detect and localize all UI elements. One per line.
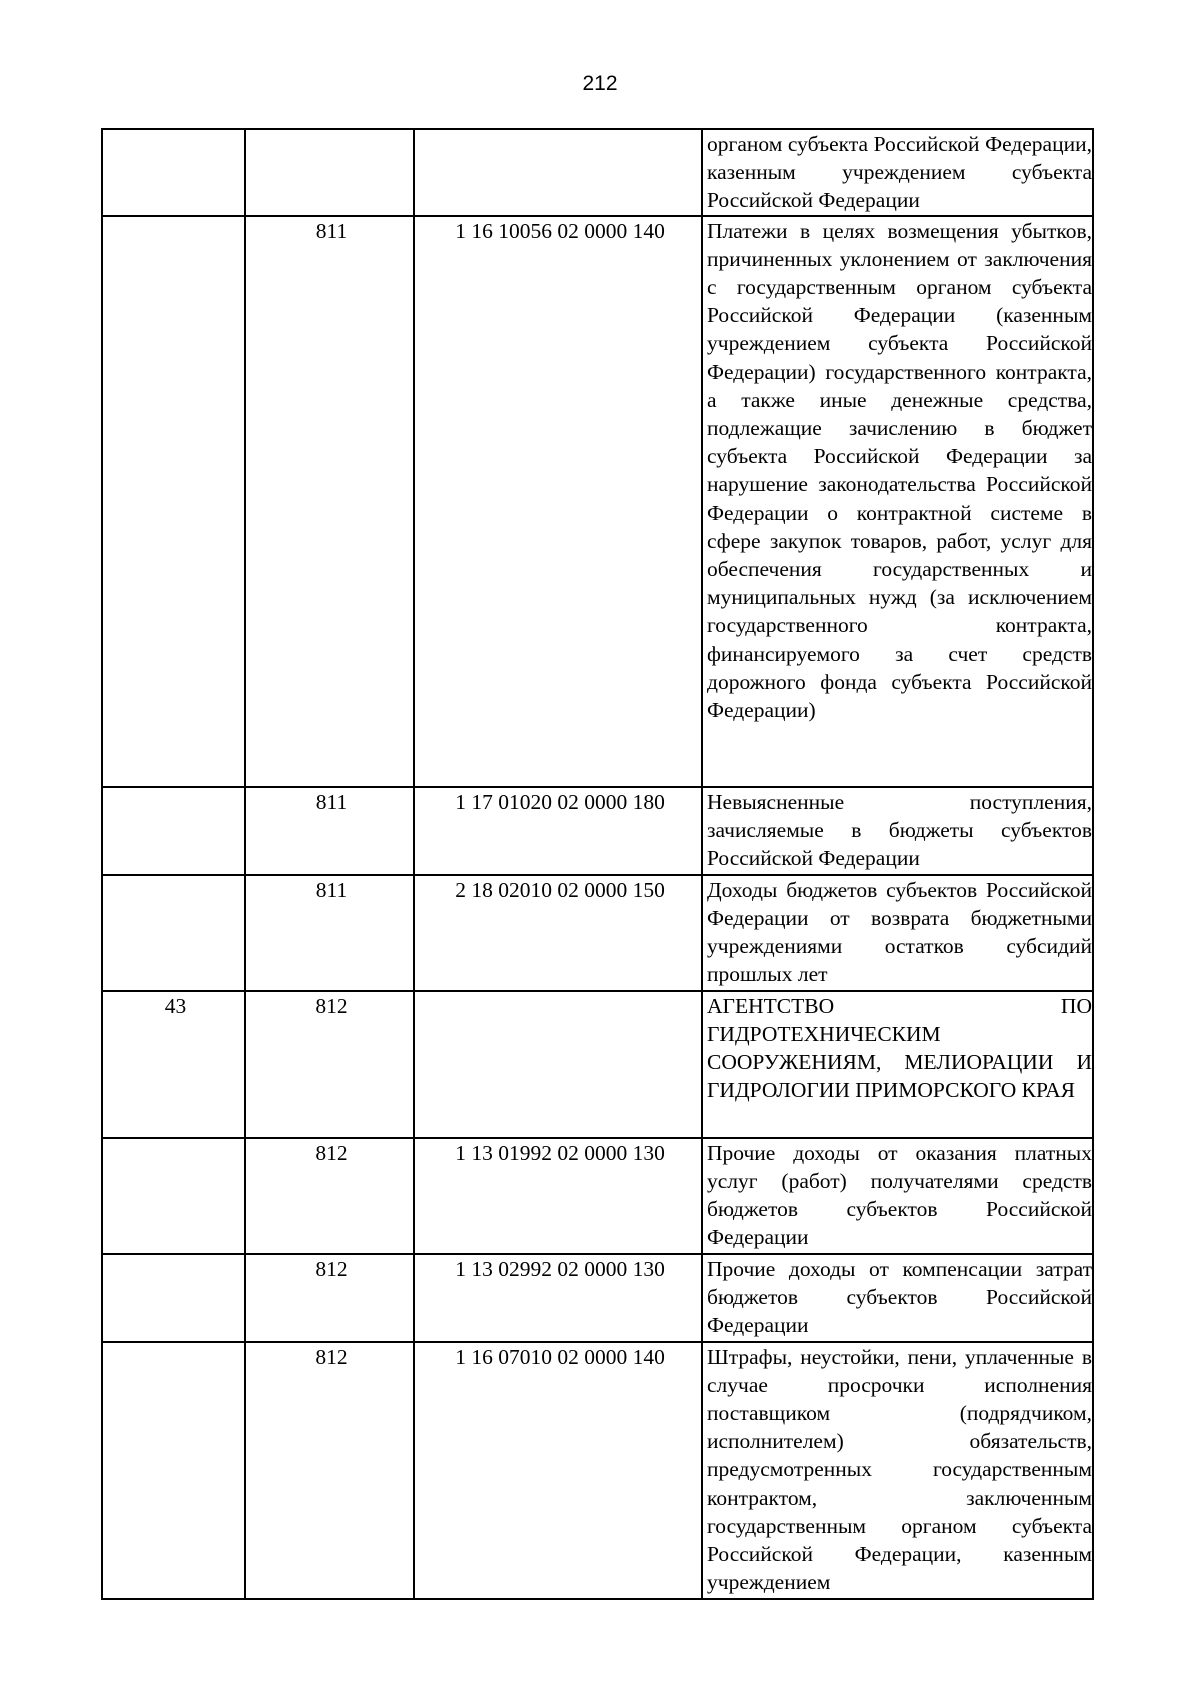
budget-code: 1 13 02992 02 0000 130	[414, 1254, 702, 1342]
revenue-description: Доходы бюджетов субъектов Российской Федерации от возврата бюджетными учреждениями остатков субсидий прошлых лет	[702, 875, 1093, 991]
admin-code: 811	[245, 216, 414, 787]
budget-code: 1 16 10056 02 0000 140	[414, 216, 702, 787]
table-row	[102, 216, 1093, 787]
revenue-description: органом субъекта Российской Федерации, казенным учреждением субъекта Российской Федерации	[702, 129, 1093, 216]
row-number	[102, 1342, 245, 1599]
page-number: 212	[582, 72, 618, 95]
revenue-description: Прочие доходы от компенсации затрат бюджетов субъектов Российской Федерации	[702, 1254, 1093, 1342]
admin-code: 812	[245, 991, 414, 1138]
admin-code: 812	[245, 1138, 414, 1254]
row-number	[102, 1138, 245, 1254]
table-row	[102, 1138, 1093, 1254]
admin-code: 812	[245, 1254, 414, 1342]
revenue-codes-table	[101, 128, 1094, 1600]
table-row	[102, 787, 1093, 875]
agency-name: АГЕНТСТВО ПО ГИДРОТЕХНИЧЕСКИМ СООРУЖЕНИЯМ, МЕЛИОРАЦИИ И ГИДРОЛОГИИ ПРИМОРСКОГО КРАЯ	[702, 991, 1093, 1138]
row-number	[102, 875, 245, 991]
row-number	[102, 216, 245, 787]
table-row	[102, 1342, 1093, 1599]
budget-code: 1 17 01020 02 0000 180	[414, 787, 702, 875]
budget-code	[414, 991, 702, 1138]
budget-code: 2 18 02010 02 0000 150	[414, 875, 702, 991]
revenue-description: Невыясненные поступления, зачисляемые в бюджеты субъектов Российской Федерации	[702, 787, 1093, 875]
table-row	[102, 875, 1093, 991]
budget-code: 1 16 07010 02 0000 140	[414, 1342, 702, 1599]
admin-code: 811	[245, 875, 414, 991]
table-row	[102, 129, 1093, 216]
revenue-description: Штрафы, неустойки, пени, уплаченные в случае просрочки исполнения поставщиком (подрядчиком, исполнителем) обязательств, предусмотренных государственным контрактом, заключенным государственным органом субъекта Российской Федерации, казенным учреждением	[702, 1342, 1093, 1599]
admin-code: 812	[245, 1342, 414, 1599]
table-row	[102, 991, 1093, 1138]
budget-code: 1 13 01992 02 0000 130	[414, 1138, 702, 1254]
admin-code: 811	[245, 787, 414, 875]
row-number	[102, 787, 245, 875]
table-row	[102, 1254, 1093, 1342]
admin-code	[245, 129, 414, 216]
row-number: 43	[102, 991, 245, 1138]
budget-code	[414, 129, 702, 216]
row-number	[102, 129, 245, 216]
row-number	[102, 1254, 245, 1342]
revenue-description: Платежи в целях возмещения убытков, причиненных уклонением от заключения с государственным органом субъекта Российской Федерации (казенным учреждением субъекта Российской Федерации) государственного контракта, а также иные денежные средства, подлежащие зачислению в бюджет субъекта Российской Федерации за нарушение законодательства Российской Федерации о контрактной системе в сфере закупок товаров, работ, услуг для обеспечения государственных и муниципальных нужд (за исключением государственного контракта, финансируемого за счет средств дорожного фонда субъекта Российской Федерации)	[702, 216, 1093, 787]
revenue-description: Прочие доходы от оказания платных услуг (работ) получателями средств бюджетов субъектов Российской Федерации	[702, 1138, 1093, 1254]
